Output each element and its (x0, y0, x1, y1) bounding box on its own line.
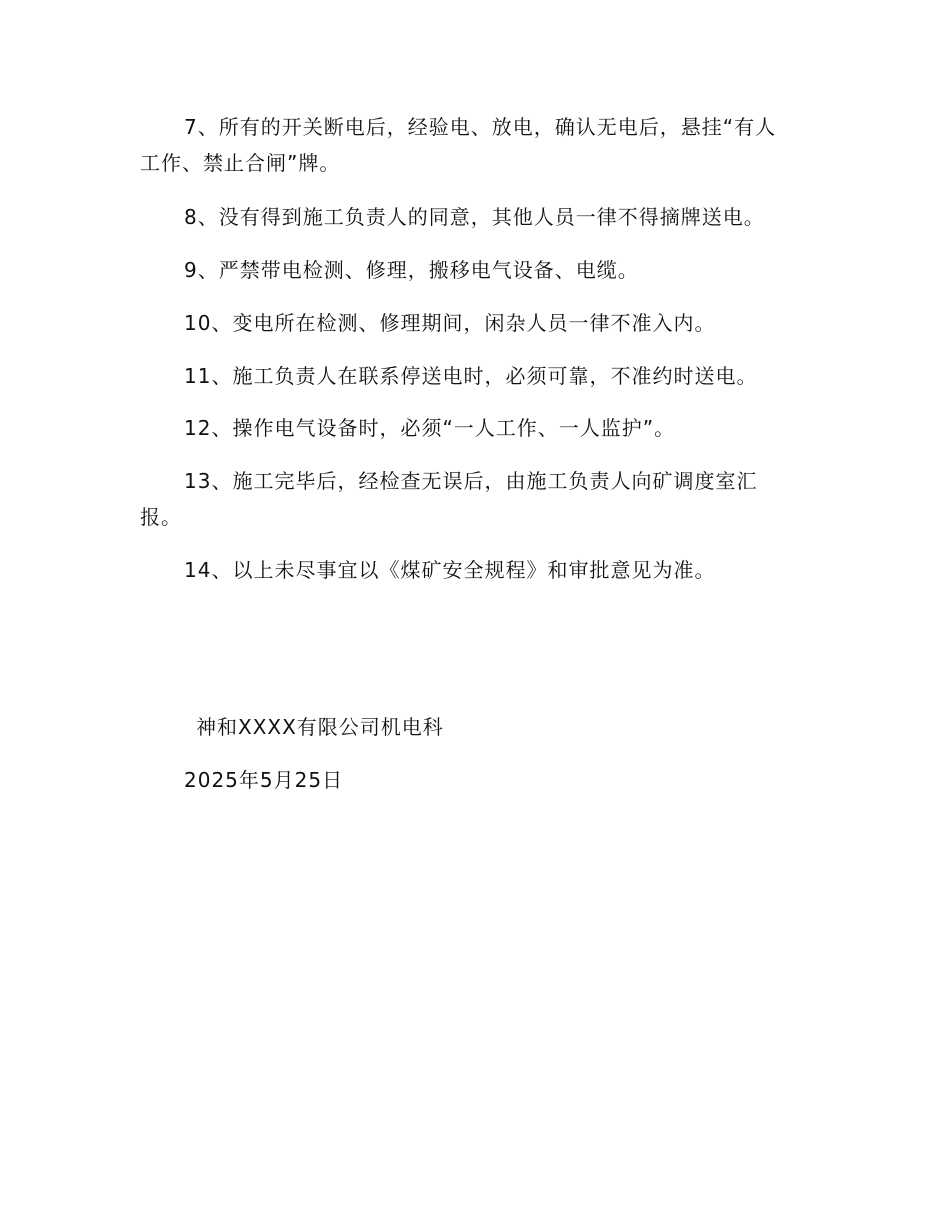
item-7-line-2: 工作、禁止合闸”牌。 (140, 151, 341, 175)
item-14: 14、以上未尽事宜以《煤矿安全规程》和审批意见为准。 (184, 558, 716, 582)
item-11: 11、施工负责人在联系停送电时，必须可靠，不准约时送电。 (184, 364, 758, 388)
item-10: 10、变电所在检测、修理期间，闲杂人员一律不准入内。 (184, 311, 716, 335)
item-13-line-2: 报。 (140, 505, 182, 529)
item-9: 9、严禁带电检测、修理，搬移电气设备、电缆。 (184, 258, 639, 282)
item-12: 12、操作电气设备时，必须“一人工作、一人监护”。 (184, 416, 676, 440)
signature-organization: 神和XXXX有限公司机电科 (196, 715, 444, 739)
signature-date: 2025年5月25日 (184, 768, 344, 792)
item-7-line-1: 7、所有的开关断电后，经验电、放电，确认无电后，悬挂“有人 (184, 115, 777, 139)
item-13-line-1: 13、施工完毕后，经检查无误后，由施工负责人向矿调度室汇 (184, 469, 758, 493)
item-8: 8、没有得到施工负责人的同意，其他人员一律不得摘牌送电。 (184, 205, 765, 229)
